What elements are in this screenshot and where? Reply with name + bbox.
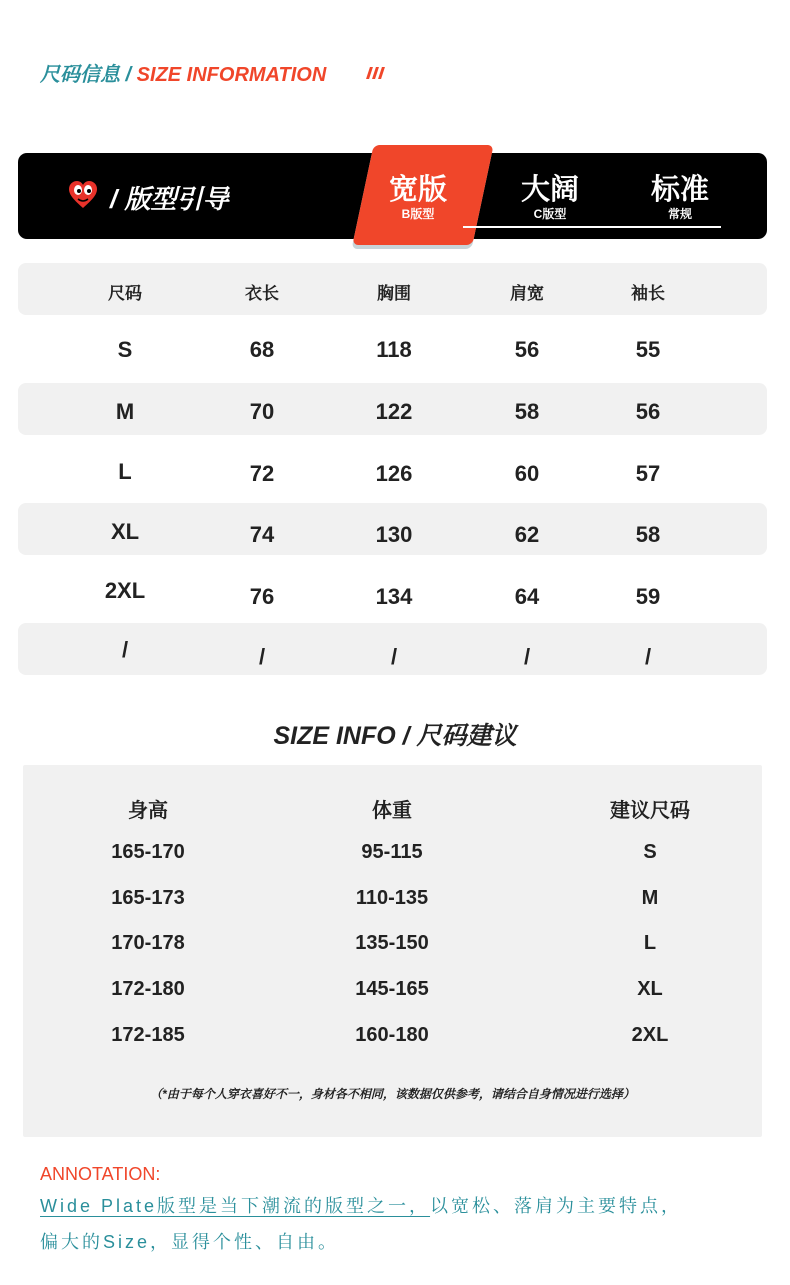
table-cell: L	[118, 459, 132, 484]
header-title-en: SIZE INFORMATION	[136, 64, 327, 86]
tab-underline	[463, 226, 721, 228]
annotation-line-2: 偏大的Size，显得个性、自由。	[40, 1232, 340, 1252]
table-cell: S	[117, 337, 133, 362]
table-cell: L	[643, 932, 657, 954]
tab-loose-label: 大阔	[520, 174, 579, 206]
column-header: 衣长	[245, 284, 279, 303]
slash-marks-icon	[366, 67, 384, 79]
table-cell: 130	[375, 522, 413, 547]
table-cell: /	[258, 644, 266, 669]
table-cell: XL	[637, 978, 663, 1000]
table-cell: 74	[249, 522, 275, 547]
column-header: 体重	[372, 800, 412, 822]
table-cell: 2XL	[631, 1024, 669, 1046]
column-header: 建议尺码	[610, 800, 690, 822]
table-cell: 56	[635, 399, 661, 424]
column-header: 袖长	[631, 284, 665, 303]
table-cell: 58	[514, 399, 540, 424]
table-cell: 135-150	[355, 932, 429, 954]
table-row	[18, 623, 767, 675]
size-table-header	[18, 263, 767, 315]
tab-loose[interactable]	[510, 173, 590, 221]
table-cell: 134	[375, 584, 413, 609]
table-cell: 72	[249, 461, 275, 486]
tab-standard-sub: 常规	[667, 207, 692, 221]
table-cell: 70	[249, 399, 275, 424]
column-header: 肩宽	[510, 284, 544, 303]
table-cell: 126	[375, 461, 413, 486]
tab-wide-sub: B版型	[401, 207, 435, 221]
table-cell: 160-180	[355, 1024, 429, 1046]
table-row	[18, 503, 767, 555]
table-cell: 62	[514, 522, 540, 547]
column-header: 尺码	[108, 284, 142, 303]
tab-wide[interactable]	[378, 173, 458, 221]
table-cell: 57	[635, 461, 661, 486]
tab-standard-label: 标准	[650, 174, 709, 206]
table-cell: 122	[375, 399, 413, 424]
table-cell: /	[121, 637, 129, 662]
table-cell: 76	[249, 584, 275, 609]
size-advice-title: SIZE INFO / 尺码建议	[273, 722, 517, 750]
section-header	[40, 58, 326, 87]
table-cell: 64	[514, 584, 540, 609]
table-cell: 172-185	[111, 1024, 185, 1046]
table-cell: 58	[635, 522, 661, 547]
tab-wide-label: 宽版	[388, 174, 447, 206]
table-cell: 170-178	[111, 932, 185, 954]
table-cell: 60	[514, 461, 540, 486]
heart-face-icon	[68, 181, 98, 209]
table-cell: M	[115, 399, 135, 424]
table-row	[18, 563, 767, 615]
table-row	[18, 443, 767, 495]
table-cell: 165-170	[111, 841, 185, 863]
column-header: 身高	[128, 800, 168, 822]
size-advice-panel	[23, 765, 762, 1137]
table-cell: 59	[635, 584, 661, 609]
annotation-line-1	[40, 1192, 682, 1218]
table-cell: 110-135	[355, 887, 429, 909]
table-cell: /	[644, 644, 652, 669]
fit-guide-label: / 版型引导	[110, 184, 229, 214]
table-cell: 165-173	[111, 887, 185, 909]
annotation-title: ANNOTATION:	[40, 1164, 161, 1184]
table-cell: 118	[376, 337, 412, 362]
table-cell: 55	[635, 337, 661, 362]
fit-guide-bar	[18, 153, 767, 239]
table-cell: 145-165	[355, 978, 429, 1000]
table-cell: 2XL	[104, 578, 146, 603]
table-cell: /	[390, 644, 398, 669]
table-cell: 68	[249, 337, 275, 362]
table-cell: /	[523, 644, 531, 669]
table-cell: 95-115	[361, 841, 423, 863]
table-cell: XL	[110, 519, 140, 544]
annotation-text: 以宽松、落肩为主要特点，	[430, 1196, 683, 1216]
table-cell: 172-180	[111, 978, 185, 1000]
table-cell: M	[641, 887, 659, 909]
table-cell: S	[643, 841, 657, 863]
table-row	[18, 323, 767, 375]
header-title-cn: 尺码信息 /	[40, 64, 137, 86]
column-header: 胸围	[377, 284, 411, 303]
table-row	[18, 383, 767, 435]
tab-loose-sub: C版型	[533, 207, 567, 221]
table-cell: 56	[514, 337, 540, 362]
disclaimer-note: （*由于每个人穿衣喜好不一，身材各不相同，该数据仅供参考，请结合自身情况进行选择）	[150, 1087, 635, 1101]
annotation-underlined-text: Wide Plate版型是当下潮流的版型之一，	[40, 1196, 431, 1216]
tab-standard[interactable]	[640, 173, 720, 221]
